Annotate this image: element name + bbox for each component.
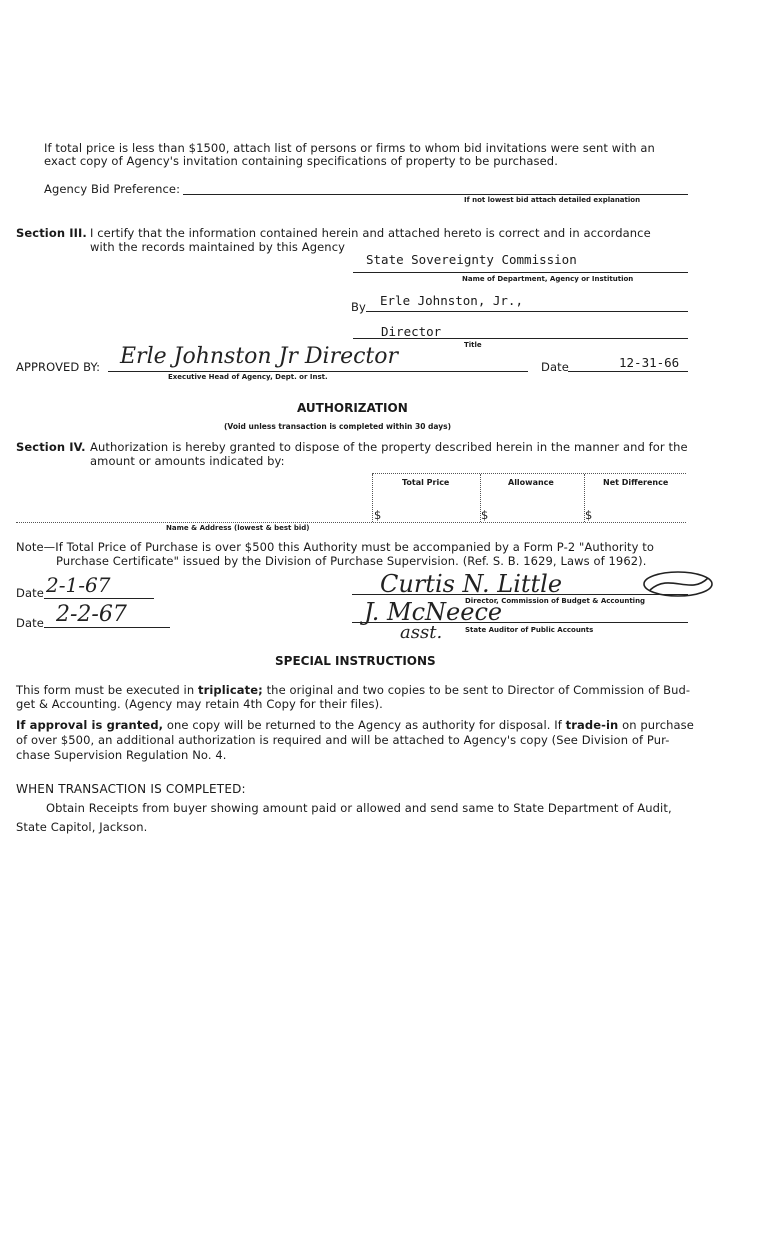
- state-auditor-line: [352, 622, 688, 623]
- authorization-subheading: (Void unless transaction is completed within 30 days): [224, 422, 452, 431]
- state-auditor-signature: J. McNeece: [364, 598, 503, 626]
- signature-flourish: [640, 568, 716, 600]
- special-p1-text-c: the original and two copies to be sent to Director of Commission of Bud-: [262, 683, 691, 697]
- approval-signature: Erle Johnston Jr Director: [120, 344, 399, 369]
- completion-heading: WHEN TRANSACTION IS COMPLETED:: [16, 782, 246, 796]
- special-paragraph-2-line-1: [16, 718, 694, 732]
- bid-preference-field[interactable]: [183, 194, 688, 195]
- section-4-line-2: amount or amounts indicated by:: [90, 454, 285, 468]
- by-line: [366, 311, 688, 312]
- bid-preference-label: Agency Bid Preference:: [44, 182, 181, 196]
- signoff-date-1-line: [44, 598, 154, 599]
- section-4-label: Section IV.: [16, 440, 86, 454]
- special-paragraph-1-line-1: [16, 683, 690, 697]
- section-4-line-1: Authorization is hereby granted to dispose of the property described herein in the manner and for the: [90, 440, 688, 454]
- note-line-2: Purchase Certificate" issued by the Division of Purchase Supervision. (Ref. S. B. 1629, Laws of 1962).: [56, 554, 647, 568]
- special-paragraph-2-line-2: of over $500, an additional authorization is required and will be attached to Agency's copy (See Division of Pur-: [16, 733, 670, 747]
- approval-date-value[interactable]: 12-31-66: [619, 355, 680, 370]
- department-caption: Name of Department, Agency or Institution: [462, 275, 634, 283]
- special-paragraph-1-line-2: get & Accounting. (Agency may retain 4th Copy for their files).: [16, 697, 383, 711]
- title-line: [353, 338, 688, 339]
- authorization-heading: AUTHORIZATION: [297, 401, 408, 415]
- signoff-date-2-label: Date: [16, 616, 44, 630]
- budget-director-caption: Director, Commission of Budget & Accounting: [465, 597, 646, 605]
- signoff-date-1-value[interactable]: 2-1-67: [46, 573, 111, 597]
- intro-line-2: exact copy of Agency's invitation containing specifications of property to be purchased.: [44, 154, 558, 168]
- section-3-line-1: I certify that the information contained herein and attached hereto is correct and in accordance: [90, 226, 651, 240]
- budget-director-signature: Curtis N. Little: [380, 570, 563, 598]
- special-p1-triplicate: triplicate;: [198, 683, 263, 697]
- department-value[interactable]: State Sovereignty Commission: [366, 252, 577, 267]
- budget-director-line: [352, 594, 688, 595]
- completion-line-1: Obtain Receipts from buyer showing amount paid or allowed and send same to State Department of Audit,: [46, 801, 672, 815]
- approval-date-label: Date: [541, 360, 569, 374]
- approval-date-line: [568, 371, 688, 372]
- approved-by-label: APPROVED BY:: [16, 360, 101, 374]
- state-auditor-assistant-note: asst.: [400, 622, 443, 643]
- approved-by-line: [108, 371, 528, 372]
- signoff-date-1-label: Date: [16, 586, 44, 600]
- by-label: By: [351, 300, 366, 314]
- amount-divider-1: [372, 474, 373, 522]
- signoff-date-2-value[interactable]: 2-2-67: [56, 602, 127, 627]
- column-net-difference: Net Difference: [603, 478, 669, 487]
- name-address-caption: Name & Address (lowest & best bid): [166, 524, 310, 532]
- note-line-1: Note—If Total Price of Purchase is over $500 this Authority must be accompanied by a Form P-2 "Authority to: [16, 540, 655, 554]
- title-value[interactable]: Director: [381, 324, 442, 339]
- section-3-label: Section III.: [16, 226, 87, 240]
- by-name-value[interactable]: Erle Johnston, Jr.,: [380, 293, 523, 308]
- department-line: [353, 272, 688, 273]
- allowance-currency[interactable]: $: [481, 508, 489, 522]
- special-p2-approval: If approval is granted,: [16, 718, 164, 732]
- section-3-line-2: with the records maintained by this Agency: [90, 240, 346, 254]
- title-caption: Title: [464, 341, 482, 349]
- total-price-currency[interactable]: $: [374, 508, 382, 522]
- amount-table-top: [372, 473, 686, 474]
- completion-line-2: State Capitol, Jackson.: [16, 820, 148, 834]
- special-p2-trade-in: trade-in: [565, 718, 619, 732]
- state-auditor-caption: State Auditor of Public Accounts: [465, 626, 594, 634]
- special-p1-text-a: This form must be executed in: [16, 683, 198, 697]
- signoff-date-2-line: [44, 627, 170, 628]
- special-instructions-heading: SPECIAL INSTRUCTIONS: [275, 654, 436, 668]
- net-difference-currency[interactable]: $: [585, 508, 593, 522]
- column-total-price: Total Price: [402, 478, 450, 487]
- special-p2-text-d: on purchase: [618, 718, 694, 732]
- intro-line-1: If total price is less than $1500, attach list of persons or firms to whom bid invitations were sent with an: [44, 141, 655, 155]
- column-allowance: Allowance: [508, 478, 554, 487]
- special-p2-text-b: one copy will be returned to the Agency as authority for disposal. If: [163, 718, 566, 732]
- bid-preference-note: If not lowest bid attach detailed explanation: [464, 196, 641, 204]
- name-address-line[interactable]: [16, 522, 686, 523]
- approval-caption: Executive Head of Agency, Dept. or Inst.: [168, 373, 328, 381]
- special-paragraph-2-line-3: chase Supervision Regulation No. 4.: [16, 748, 227, 762]
